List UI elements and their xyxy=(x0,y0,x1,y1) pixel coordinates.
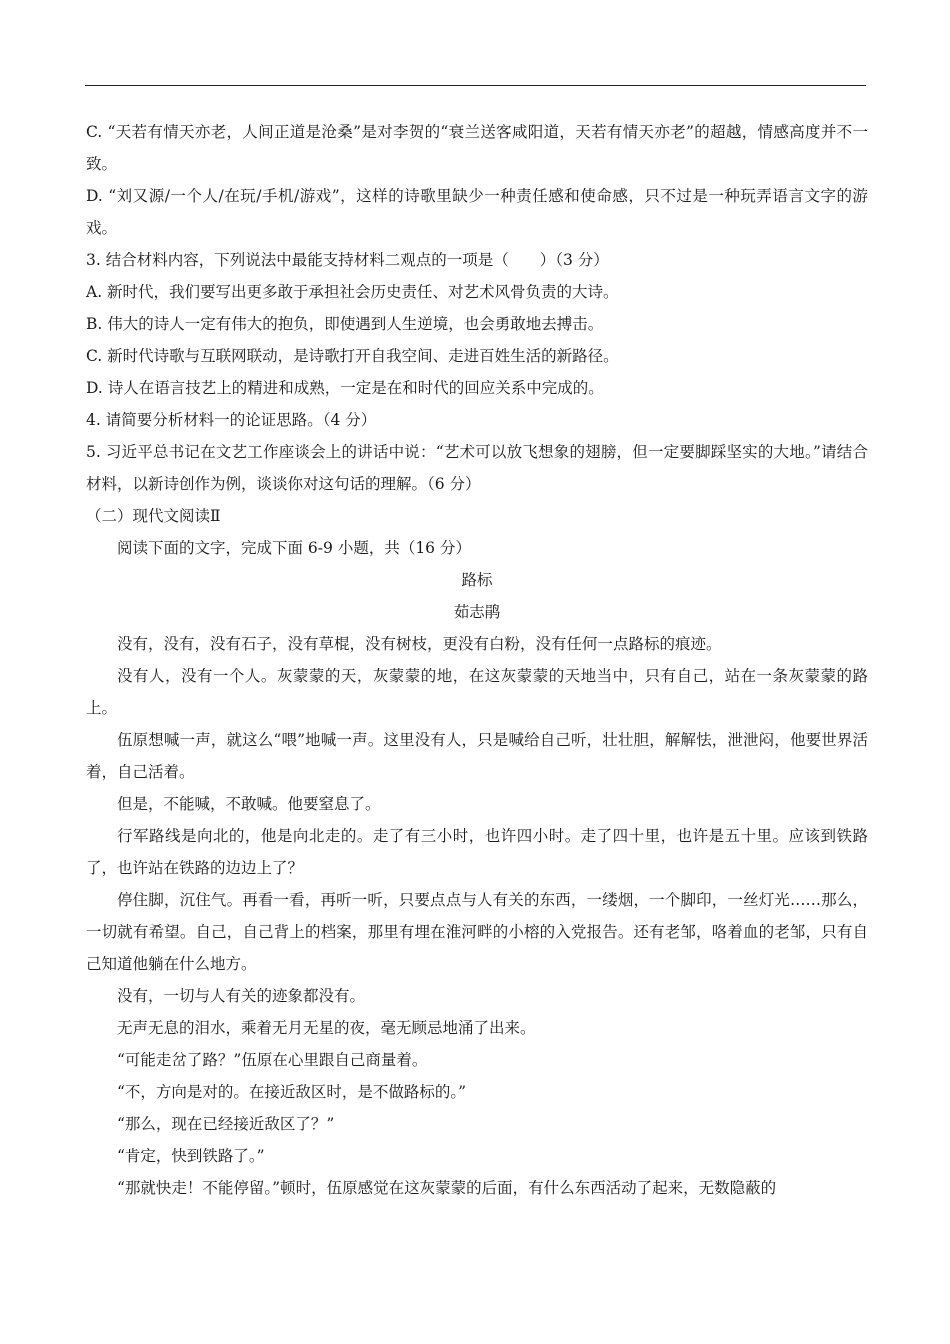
document-body xyxy=(86,116,868,1204)
q3-option-c: C. 新时代诗歌与互联网联动，是诗歌打开自我空间、走进百姓生活的新路径。 xyxy=(86,347,619,365)
article-paragraph: 无声无息的泪水，乘着无月无星的夜，毫无顾忌地涌了出来。 xyxy=(117,1019,536,1037)
option-c-text: C. “天若有情天亦老，人间正道是沧桑”是对李贺的“衰兰送客咸阳道，天若有情天亦老”的超越，情感高度并不一致。 xyxy=(86,123,868,173)
question-4: 4. 请简要分析材料一的论证思路。（4 分） xyxy=(86,411,377,429)
article-paragraph: 没有，一切与人有关的迹象都没有。 xyxy=(117,987,366,1005)
article-author: 茹志鹃 xyxy=(453,603,501,621)
question-5: 5. 习近平总书记在文艺工作座谈会上的讲话中说：“艺术可以放飞想象的翅膀，但一定要脚踩坚实的大地。”请结合材料，以新诗创作为例，谈谈你对这句话的理解。（6 分） xyxy=(86,443,868,493)
article-paragraph: “不，方向是对的。在接近敌区时，是不做路标的。” xyxy=(117,1083,467,1101)
article-paragraph: 伍原想喊一声，就这么“喂”地喊一声。这里没有人，只是喊给自己听，壮壮胆，解解怯，泄泄闷，他要世界活着，自己活着。 xyxy=(86,731,868,781)
article-paragraph: 没有人，没有一个人。灰蒙蒙的天，灰蒙蒙的地，在这灰蒙蒙的天地当中，只有自己，站在一条灰蒙蒙的路上。 xyxy=(86,667,868,717)
q3-option-a: A. 新时代，我们要写出更多敢于承担社会历史责任、对艺术风骨负责的大诗。 xyxy=(86,283,619,301)
article-paragraph: “那么，现在已经接近敌区了？” xyxy=(117,1115,335,1133)
article-paragraph: “可能走岔了路？”伍原在心里跟自己商量着。 xyxy=(117,1051,428,1069)
article-paragraph: 行军路线是向北的，他是向北走的。走了有三小时，也许四小时。走了四十里，也许是五十里。应该到铁路了，也许站在铁路的边边上了？ xyxy=(86,827,868,877)
q3-option-d: D. 诗人在语言技艺上的精进和成熟，一定是在和时代的回应关系中完成的。 xyxy=(86,379,604,397)
q3-option-b: B. 伟大的诗人一定有伟大的抱负，即使遇到人生逆境，也会勇敢地去搏击。 xyxy=(86,315,604,333)
article-paragraph: 停住脚，沉住气。再看一看，再听一听，只要点点与人有关的东西，一缕烟，一个脚印，一丝灯光……那么，一切就有希望。自己，自己背上的档案，那里有埋在淮河畔的小榕的入党报告。还有老邹，咯着血的老邹，只有自己知道他躺在什么地方。 xyxy=(86,891,868,973)
section-heading: （二）现代文阅读Ⅱ xyxy=(86,507,221,525)
article-paragraph: 但是，不能喊，不敢喊。他要窒息了。 xyxy=(117,795,381,813)
article-title: 路标 xyxy=(461,571,493,589)
reading-instruction: 阅读下面的文字，完成下面 6-9 小题，共（16 分） xyxy=(117,539,471,557)
article-paragraph: 没有，没有，没有石子，没有草棍，没有树枝，更没有白粉，没有任何一点路标的痕迹。 xyxy=(117,635,722,653)
article-paragraph: “那就快走！不能停留。”顿时，伍原感觉在这灰蒙蒙的后面，有什么东西活动了起来，无数隐蔽的 xyxy=(117,1179,777,1197)
question-3: 3. 结合材料内容，下列说法中最能支持材料二观点的一项是（ ）（3 分） xyxy=(86,251,609,269)
article-paragraph: “肯定，快到铁路了。” xyxy=(117,1147,265,1165)
header-rule xyxy=(85,85,866,86)
option-d-text: D. “刘又源/一个人/在玩/手机/游戏”，这样的诗歌里缺少一种责任感和使命感，只不过是一种玩弄语言文字的游戏。 xyxy=(86,187,868,237)
